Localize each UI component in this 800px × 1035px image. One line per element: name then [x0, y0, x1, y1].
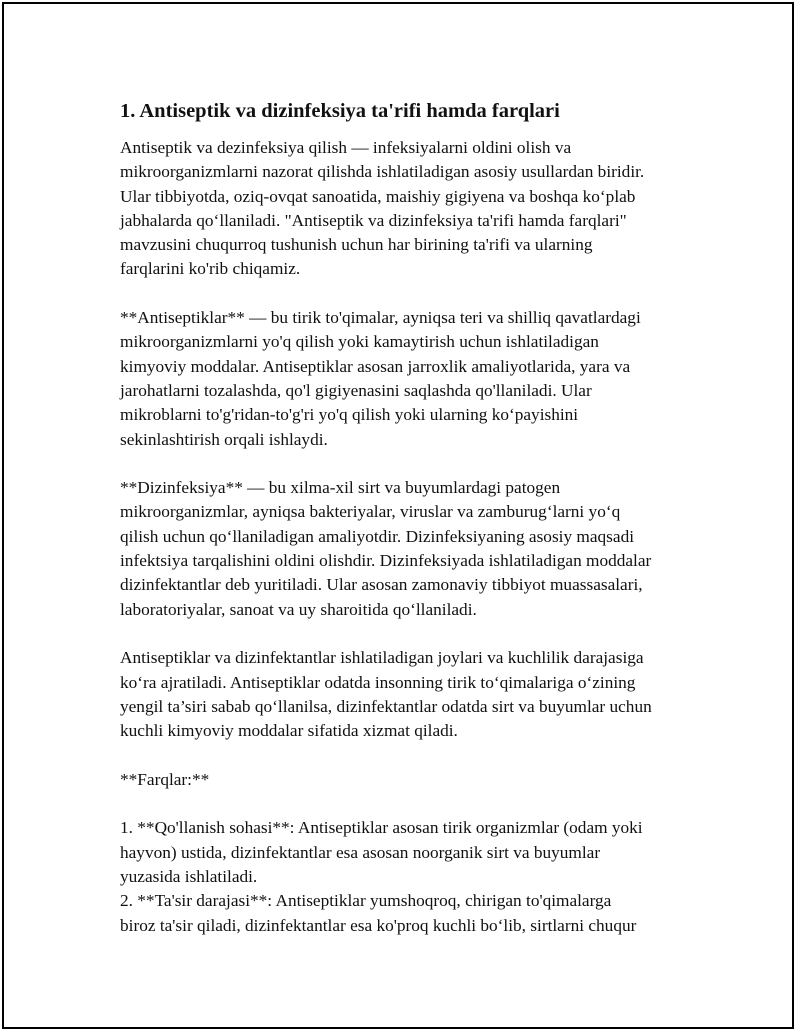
text-line: **Antiseptiklar** — bu tirik to'qimalar, ayniqsa teri va shilliq qavatlardagi [120, 308, 641, 328]
text-line: mikroorganizmlarni yo'q qilish yoki kamaytirish uchun ishlatiladigan [120, 332, 599, 352]
text-line: mikroorganizmlarni nazorat qilishda ishlatiladigan asosiy usullardan biridir. [120, 162, 645, 182]
text-line: jarohatlarni tozalashda, qo'l gigiyenasini saqlashda qo'llaniladi. Ular [120, 380, 592, 400]
text-line: qilish uchun qo‘llaniladigan amaliyotdir. Dizinfeksiyaning asosiy maqsadi [120, 526, 635, 546]
text-line: laboratoriyalar, sanoat va uy sharoitida qo‘llaniladi. [120, 599, 477, 619]
list-item-line: hayvon) ustida, dizinfektantlar esa asosan noorganik sirt va buyumlar [120, 842, 601, 862]
list-item-line: biroz ta'sir qiladi, dizinfektantlar esa ko'proq kuchli bo‘lib, sirtlarni chuqur [120, 915, 637, 935]
paragraph-dizinfeksiya [120, 476, 710, 622]
document-body [120, 98, 710, 938]
text-line: jabhalarda qo‘llaniladi. "Antiseptik va dizinfeksiya ta'rifi hamda farqlari" [120, 210, 627, 230]
text-line: dizinfektantlar deb yuritiladi. Ular asosan zamonaviy tibbiyot muassasalari, [120, 575, 643, 595]
paragraph-antiseptiklar [120, 306, 710, 452]
paragraph-comparison [120, 646, 710, 743]
text-line: mikroblarni to'g'ridan-to'g'ri yo'q qilish yoki ularning ko‘payishini [120, 405, 579, 425]
list-item-line: 1. **Qo'llanish sohasi**: Antiseptiklar asosan tirik organizmlar (odam yoki [120, 818, 643, 838]
text-line: mavzusini chuqurroq tushunish uchun har birining ta'rifi va ularning [120, 235, 593, 255]
page-frame [2, 2, 794, 1029]
text-line: sekinlashtirish orqali ishlaydi. [120, 429, 328, 449]
text-line: farqlarini ko'rib chiqamiz. [120, 259, 301, 279]
text-line: **Farqlar:** [120, 769, 210, 789]
text-line: **Dizinfeksiya** — bu xilma-xil sirt va buyumlardagi patogen [120, 478, 561, 498]
list-item-line: 2. **Ta'sir darajasi**: Antiseptiklar yumshoqroq, chirigan to'qimalarga [120, 891, 612, 911]
paragraph-intro [120, 136, 710, 282]
paragraph-farqlar-heading [120, 768, 710, 792]
text-line: ko‘ra ajratiladi. Antiseptiklar odatda insonning tirik to‘qimalariga o‘zining [120, 672, 636, 692]
section-heading: 1. Antiseptik va dizinfeksiya ta'rifi hamda farqlari [120, 100, 560, 122]
text-line: Antiseptik va dezinfeksiya qilish — infeksiyalarni oldini olish va [120, 138, 572, 157]
text-line: infektsiya tarqalishini oldini olishdir. Dizinfeksiyada ishlatiladigan moddalar [120, 551, 652, 571]
text-line: Antiseptiklar va dizinfektantlar ishlatiladigan joylari va kuchlilik darajasiga [120, 648, 644, 668]
list-item-line: yuzasida ishlatiladi. [120, 866, 258, 886]
text-line: yengil ta’siri sabab qo‘llanilsa, dizinfektantlar odatda sirt va buyumlar uchun [120, 696, 652, 716]
paragraph-differences-list [120, 816, 710, 937]
text-line: Ular tibbiyotda, oziq-ovqat sanoatida, maishiy gigiyena va boshqa ko‘plab [120, 186, 636, 206]
text-line: kimyoviy moddalar. Antiseptiklar asosan jarroxlik amaliyotlarida, yara va [120, 356, 631, 376]
text-line: kuchli kimyoviy moddalar sifatida xizmat qiladi. [120, 721, 458, 741]
text-line: mikroorganizmlar, ayniqsa bakteriyalar, viruslar va zamburug‘larni yo‘q [120, 502, 621, 522]
